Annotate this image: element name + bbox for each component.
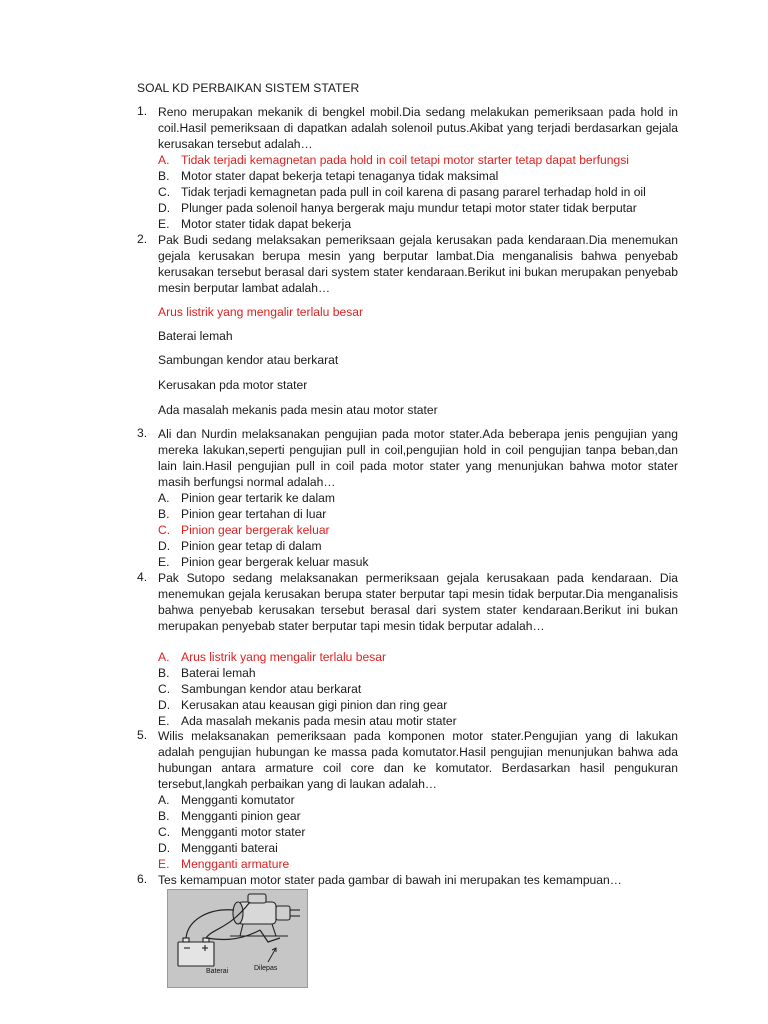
option-d bbox=[158, 538, 322, 554]
battery-drawing bbox=[178, 938, 214, 966]
option-text: Tidak terjadi kemagnetan pada pull in coil karena di pasang pararel terhadap hold in oil bbox=[181, 185, 646, 199]
option-letter: D. bbox=[158, 841, 171, 855]
question-text: Pak Sutopo sedang melaksanakan permeriksaan gejala kerusakaan pada kendaraan. Dia menemukan gejala kerusakan berupa stater berputar tapi mesin tidak berputar.Dia menganalisis bahwa penyebab kerusakan tersebut berasal dari system stater kendaraan.Berikut ini bukan merupakan penyebab stater berputar tapi mesin tidak berputar adalah… bbox=[158, 571, 678, 633]
option-text: Baterai lemah bbox=[181, 666, 256, 680]
question-number: 4. bbox=[137, 570, 148, 584]
question-text: Wilis melaksanakan pemeriksaan pada komponen motor stater.Pengujian yang di lakukan adalah pengujian hubungan ke massa pada komutator.Hasil pengujian menunjukan bahwa ada hubungan antara armature coil core dan ke komutator. Berdasarkan hasil pengukuran tersebut,langkah perbaikan yang di laukan adalah… bbox=[158, 729, 678, 791]
option-text: Kerusakan atau keausan gigi pinion dan ring gear bbox=[181, 698, 448, 712]
option-letter: B. bbox=[158, 809, 170, 823]
option-text: Arus listrik yang mengalir terlalu besar bbox=[181, 650, 387, 664]
option-letter: A. bbox=[158, 650, 170, 664]
option-d bbox=[158, 697, 447, 713]
option-c bbox=[158, 522, 330, 538]
option-text: Mengganti pinion gear bbox=[181, 809, 301, 823]
option-text: Tidak terjadi kemagnetan pada hold in coil tetapi motor starter tetap dapat berfungsi bbox=[181, 153, 629, 167]
option-letter: B. bbox=[158, 169, 170, 183]
option-text: Sambungan kendor atau berkarat bbox=[158, 353, 339, 367]
option-d bbox=[158, 200, 637, 216]
option-a bbox=[158, 649, 386, 665]
option-c bbox=[158, 681, 361, 697]
question-text: Ali dan Nurdin melaksanakan pengujian pada motor stater.Ada beberapa jenis pengujian yang mereka lakukan,seperti pengujian pull in coil,pengujian hold in coil pengujian tanpa beban,dan lain lain.Hasil pengujian pull in coil pada motor stater yang menunjukan bahwa motor stater masih berfungsi normal adalah… bbox=[158, 427, 678, 489]
option-d bbox=[158, 840, 278, 856]
option-e bbox=[158, 216, 351, 232]
option-e bbox=[158, 554, 369, 570]
option-e bbox=[158, 856, 289, 872]
option-text: Arus listrik yang mengalir terlalu besar bbox=[158, 305, 364, 319]
option-c bbox=[158, 184, 646, 200]
option-text: Motor stater dapat bekerja tetapi tenaganya tidak maksimal bbox=[181, 169, 499, 183]
option-text: Ada masalah mekanis pada mesin atau motir stater bbox=[181, 714, 457, 728]
option-a bbox=[158, 490, 335, 506]
option-b bbox=[158, 168, 498, 184]
question-number: 1. bbox=[137, 104, 148, 118]
option-letter: B. bbox=[158, 666, 170, 680]
question-number: 3. bbox=[137, 426, 148, 440]
question-text: Pak Budi sedang melaksakan pemeriksaan gejala kerusakan pada kendaraan.Dia menemukan gejala kerusakan berupa mesin yang berputar lambat.Dia menganalisis bahwa penyebab kerusakan tersebut berasal dari system stater kendaraan.Berikut ini bukan merupakan penyebab mesin berputar lambat adalah… bbox=[158, 233, 678, 295]
question-number: 5. bbox=[137, 728, 148, 742]
option-text: Mengganti armature bbox=[181, 857, 290, 871]
option-b bbox=[158, 808, 301, 824]
option-letter: B. bbox=[158, 507, 170, 521]
option-text: Mengganti komutator bbox=[181, 793, 295, 807]
option-text: Mengganti baterai bbox=[181, 841, 278, 855]
option-letter: C. bbox=[158, 523, 171, 537]
option-text: Mengganti motor stater bbox=[181, 825, 306, 839]
option-text: Pinion gear tertarik ke dalam bbox=[181, 491, 335, 505]
option-letter: C. bbox=[158, 825, 171, 839]
document-title: SOAL KD PERBAIKAN SISTEM STATER bbox=[137, 81, 360, 95]
option-text: Pinion gear tertahan di luar bbox=[181, 507, 327, 521]
option-a bbox=[158, 152, 629, 168]
option-letter: A. bbox=[158, 491, 170, 505]
option-letter: A. bbox=[158, 793, 170, 807]
option-letter: D. bbox=[158, 539, 171, 553]
battery-label: Baterai bbox=[206, 968, 229, 975]
option-e bbox=[158, 713, 457, 729]
option-c bbox=[158, 824, 305, 840]
option-letter: A. bbox=[158, 153, 170, 167]
option-text: Kerusakan pda motor stater bbox=[158, 378, 308, 392]
option-letter: E. bbox=[158, 217, 170, 231]
option-text: Plunger pada solenoil hanya bergerak maju mundur tetapi motor stater tidak berputar bbox=[181, 201, 637, 215]
option-text: Ada masalah mekanis pada mesin atau motor stater bbox=[158, 403, 438, 417]
option-text: Pinion gear bergerak keluar masuk bbox=[181, 555, 369, 569]
option-text: Pinion gear bergerak keluar bbox=[181, 523, 330, 537]
option-text: Sambungan kendor atau berkarat bbox=[181, 682, 362, 696]
option-letter: C. bbox=[158, 185, 171, 199]
option-letter: E. bbox=[158, 857, 170, 871]
option-a bbox=[158, 792, 295, 808]
option-letter: D. bbox=[158, 698, 171, 712]
option-letter: D. bbox=[158, 201, 171, 215]
option-text: Motor stater tidak dapat bekerja bbox=[181, 217, 352, 231]
question-number: 6. bbox=[137, 872, 148, 886]
starter-test-figure bbox=[167, 889, 308, 988]
detached-label: Dilepas bbox=[254, 965, 278, 972]
option-text: Pinion gear tetap di dalam bbox=[181, 539, 322, 553]
option-letter: E. bbox=[158, 555, 170, 569]
question-text: Tes kemampuan motor stater pada gambar di bawah ini merupakan tes kemampuan… bbox=[158, 873, 622, 887]
option-b bbox=[158, 665, 256, 681]
option-b bbox=[158, 506, 326, 522]
option-text: Baterai lemah bbox=[158, 329, 233, 343]
option-letter: C. bbox=[158, 682, 171, 696]
option-letter: E. bbox=[158, 714, 170, 728]
starter-test-illustration bbox=[168, 890, 307, 987]
question-number: 2. bbox=[137, 232, 148, 246]
question-text: Reno merupakan mekanik di bengkel mobil.Dia sedang melakukan pemeriksaan pada hold in coil.Hasil pemeriksaan di dapatkan adalah solenoil putus.Akibat yang terjadi berdasarkan gejala kerusakan tersebut adalah… bbox=[158, 105, 678, 151]
